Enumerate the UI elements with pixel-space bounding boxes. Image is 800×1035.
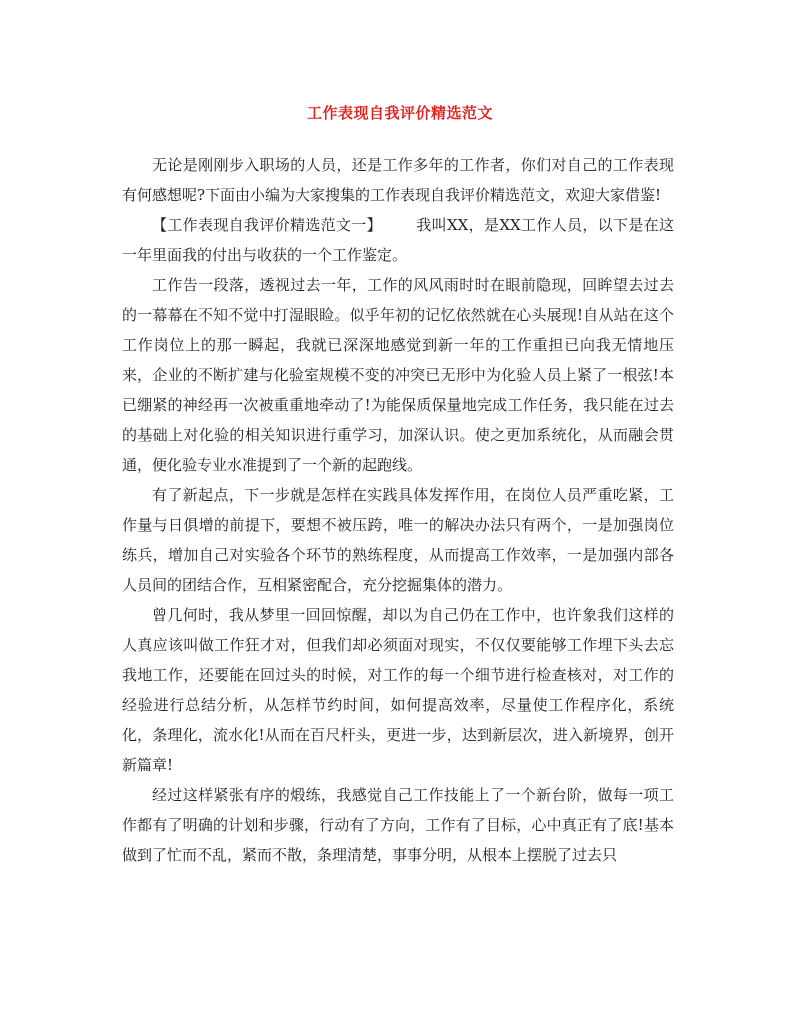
section-heading: 【工作表现自我评价精选范文一】 — [152, 216, 382, 234]
section-paragraph — [122, 210, 674, 270]
body-paragraph-2: 有了新起点，下一步就是怎样在实践具体发挥作用，在岗位人员严重吃紧，工作量与日俱增的前提下，要想不被压跨，唯一的解决办法只有两个，一是加强岗位练兵，增加自己对实验各个环节的熟练程度，从而提高工作效率，一是加强内部各人员间的团结合作，互相紧密配合，充分挖掘集体的潜力。 — [122, 486, 674, 594]
body-paragraph-1: 工作告一段落，透视过去一年，工作的风风雨时时在眼前隐现，回眸望去过去的一幕幕在不知不觉中打湿眼睑。似乎年初的记忆依然就在心头展现!自从站在这个工作岗位上的那一瞬起，我就已深深地感觉到新一年的工作重担已向我无情地压来，企业的不断扩建与化验室规模不变的冲突已无形中为化验人员上紧了一根弦!本已绷紧的神经再一次被重重地牵动了!为能保质保量地完成工作任务，我只能在过去的基础上对化验的相关知识进行重学习，加深认识。使之更加系统化，从而融会贯通，便化验专业水准提到了一个新的起跑线。 — [122, 276, 674, 474]
document-title: 工作表现自我评价精选范文 — [306, 104, 493, 122]
body-paragraph-3: 曾几何时，我从梦里一回回惊醒，却以为自己仍在工作中，也许象我们这样的人真应该叫做工作狂才对，但我们却必须面对现实，不仅仅要能够工作埋下头去忘我地工作，还要能在回过头的时候，对工作的每一个细节进行检查核对，对工作的经验进行总结分析，从怎样节约时间，如何提高效率，尽量使工作程序化，系统化，条理化，流水化!从而在百尺杆头，更进一步，达到新层次，进入新境界，创开新篇章! — [122, 606, 674, 774]
body-paragraph-4: 经过这样紧张有序的煅练，我感觉自己工作技能上了一个新台阶，做每一项工作都有了明确的计划和步骤，行动有了方向，工作有了目标，心中真正有了底!基本做到了忙而不乱，紧而不散，条理清楚，事事分明，从根本上摆脱了过去只 — [122, 786, 674, 864]
section-intro: 我叫XX，是XX工作人员，以下是在这一年里面我的付出与收获的一个工作鉴定。 — [122, 216, 674, 264]
document-body — [122, 150, 674, 870]
intro-paragraph: 无论是刚刚步入职场的人员，还是工作多年的工作者，你们对自己的工作表现有何感想呢?下面由小编为大家搜集的工作表现自我评价精选范文，欢迎大家借鉴! — [122, 156, 674, 204]
